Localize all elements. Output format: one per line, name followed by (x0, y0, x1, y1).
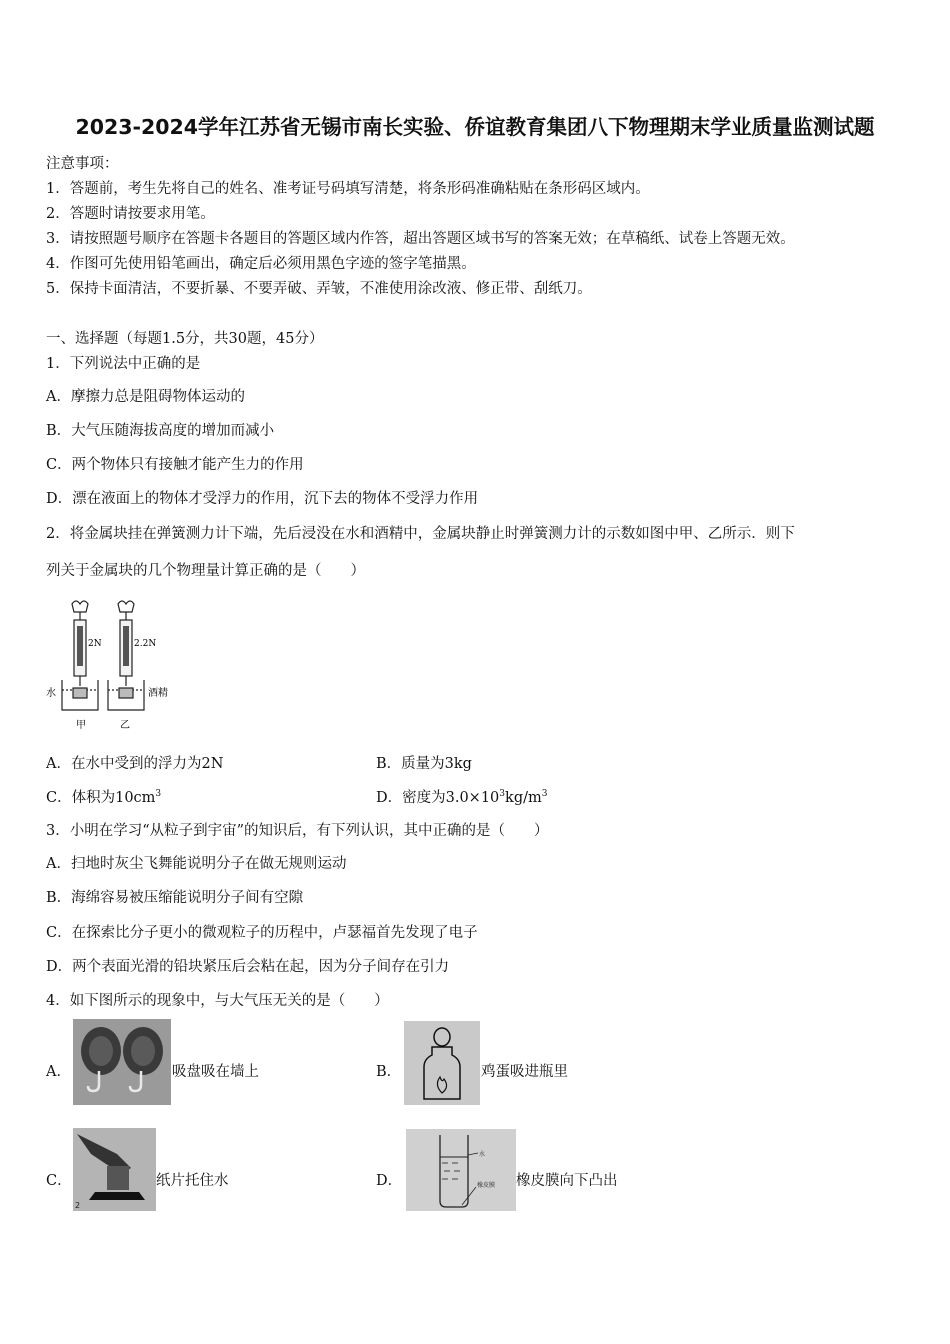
question-4-option-d-caption: 橡皮膜向下凸出 (516, 1173, 618, 1189)
liquid-left-label: 水 (46, 688, 56, 699)
liquid-right-label: 酒精 (148, 688, 168, 699)
notice-item: 4．作图可先使用铅笔画出，确定后必须用黑色字迹的签字笔描黑。 (46, 256, 476, 272)
reading-right: 2.2N (134, 639, 157, 649)
question-2-stem-line1: 2．将金属块挂在弹簧测力计下端，先后浸没在水和酒精中，金属块静止时弹簧测力计的示数如图中甲、乙所示．则下 (46, 526, 795, 542)
question-1-option-b: B．大气压随海拔高度的增加而减小 (46, 423, 275, 439)
question-3-option-d: D．两个表面光滑的铅块紧压后会粘在起，因为分子间存在引力 (46, 959, 450, 975)
spring-balance-figure (44, 596, 184, 736)
question-4-stem: 4．如下图所示的现象中，与大气压无关的是（ ） (46, 993, 389, 1009)
question-2-option-a: A．在水中受到的浮力为2N (46, 756, 224, 772)
egg-bottle-photo (404, 1021, 480, 1105)
question-3-option-b: B．海绵容易被压缩能说明分子间有空隙 (46, 890, 304, 906)
question-4-option-d-letter: D． (376, 1173, 403, 1189)
question-4-option-b-caption: 鸡蛋吸进瓶里 (481, 1064, 568, 1080)
question-1-option-c: C．两个物体只有接触才能产生力的作用 (46, 457, 304, 473)
caption-left: 甲 (76, 720, 86, 731)
notice-item: 2．答题时请按要求用笔。 (46, 206, 215, 222)
suction-cup-photo (73, 1019, 171, 1105)
notice-item: 3．请按照题号顺序在答题卡各题目的答题区域内作答，超出答题区域书写的答案无效；在草稿纸、试卷上答题无效。 (46, 231, 795, 247)
notice-item: 5．保持卡面清洁，不要折暴、不要弄破、弄皱，不准使用涂改液、修正带、刮纸刀。 (46, 281, 592, 297)
question-1-option-d: D．漂在液面上的物体才受浮力的作用，沉下去的物体不受浮力作用 (46, 491, 479, 507)
reading-left: 2N (88, 639, 102, 649)
question-2-option-d: D．密度为$3.0\times 10^3kg/m^3$ (376, 789, 548, 806)
section-heading: 一、选择题（每题1.5分，共30题，45分） (46, 331, 324, 347)
photo-d-label-membrane: 橡皮膜 (477, 1182, 496, 1189)
paper-water-photo (73, 1128, 156, 1211)
question-1-option-a: A．摩擦力总是阻碍物体运动的 (46, 389, 245, 405)
question-4-option-c-caption: 纸片托住水 (156, 1173, 229, 1189)
question-1-stem: 1．下列说法中正确的是 (46, 356, 201, 372)
notice-heading: 注意事项： (46, 156, 119, 172)
question-2-stem-line2: 列关于金属块的几个物理量计算正确的是（ ） (46, 563, 365, 579)
question-3-option-a: A．扫地时灰尘飞舞能说明分子在做无规则运动 (46, 856, 347, 872)
photo-d-label-water: 水 (479, 1151, 486, 1158)
exam-title: 2023-2024学年江苏省无锡市南长实验、侨谊教育集团八下物理期末学业质量监测试题 (75, 115, 875, 139)
caption-right: 乙 (120, 720, 130, 731)
question-4-option-a-caption: 吸盘吸在墙上 (172, 1064, 259, 1080)
question-3-stem: 3．小明在学习“从粒子到宇宙”的知识后，有下列认识，其中正确的是（ ） (46, 823, 549, 839)
question-3-option-c: C．在探索比分子更小的微观粒子的历程中，卢瑟福首先发现了电子 (46, 925, 478, 941)
question-4-option-b-letter: B． (376, 1064, 402, 1080)
question-4-option-a-letter: A． (46, 1064, 71, 1080)
photo-c-mark: 2 (75, 1201, 81, 1210)
notice-item: 1．答题前，考生先将自己的姓名、准考证号码填写清楚，将条形码准确粘贴在条形码区域内。 (46, 181, 650, 197)
question-2-option-c: C．体积为$10cm^3$ (46, 789, 162, 806)
rubber-membrane-photo (406, 1129, 516, 1211)
question-2-option-b: B．质量为3kg (376, 756, 472, 772)
question-4-option-c-letter: C． (46, 1173, 72, 1189)
